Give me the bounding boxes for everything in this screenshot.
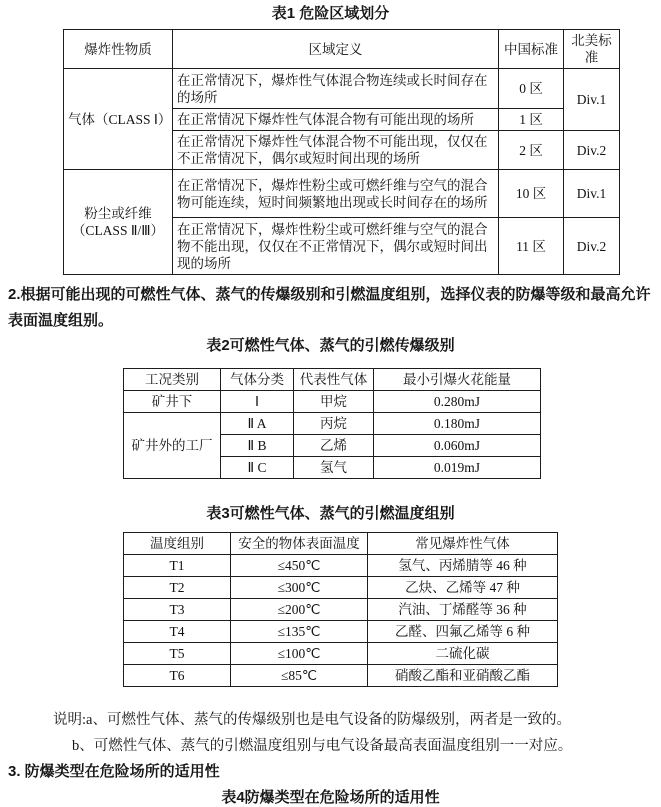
table2-cell-class: Ⅰ (221, 391, 294, 413)
table1-cell-na: Div.1 (564, 170, 620, 218)
table2-header-row (124, 369, 541, 391)
document-page (0, 5, 661, 806)
table2-cell-class: Ⅱ B (221, 435, 294, 457)
table1-cell-definition: 在正常情况下爆炸性气体混合物有可能出现的场所 (173, 109, 499, 131)
table3-cell-temp: ≤100℃ (231, 643, 368, 665)
table3-cell-gases: 乙炔、乙烯等 47 种 (368, 577, 558, 599)
table-row (124, 621, 558, 643)
table2-header-condition: 工况类别 (124, 369, 221, 391)
table-row (64, 170, 620, 218)
table2-cell-gas: 氢气 (294, 457, 374, 479)
table1-header-na-standard: 北美标准 (564, 30, 620, 69)
table3-cell-gases: 硝酸乙酯和亚硝酸乙酯 (368, 665, 558, 687)
table3-cell-group: T4 (124, 621, 231, 643)
table-row (124, 555, 558, 577)
table3-cell-group: T1 (124, 555, 231, 577)
table3-cell-gases: 氢气、丙烯腈等 46 种 (368, 555, 558, 577)
table1-cell-na: Div.2 (564, 218, 620, 275)
table3-header-safe-surface-temp: 安全的物体表面温度 (231, 533, 368, 555)
table2-group-mine: 矿井下 (124, 391, 221, 413)
table3-cell-temp: ≤135℃ (231, 621, 368, 643)
table2-header-representative-gas: 代表性气体 (294, 369, 374, 391)
table2-group-factory: 矿井外的工厂 (124, 413, 221, 479)
table2-cell-gas: 甲烷 (294, 391, 374, 413)
table2-cell-energy: 0.060mJ (374, 435, 541, 457)
table3-cell-group: T6 (124, 665, 231, 687)
table-row (124, 391, 541, 413)
table-row (124, 577, 558, 599)
table1-cell-definition: 在正常情况下爆炸性气体混合物不可能出现，仅仅在不正常情况下，偶尔或短时间出现的场所 (173, 131, 499, 170)
table1-header-row (64, 30, 620, 69)
table3-cell-gases: 汽油、丁烯醛等 36 种 (368, 599, 558, 621)
table3-cell-group: T3 (124, 599, 231, 621)
table2-cell-energy: 0.280mJ (374, 391, 541, 413)
note-b: b、可燃性气体、蒸气的引燃温度组别与电气设备最高表面温度组别一一对应。 (72, 738, 573, 754)
table-row (64, 69, 620, 109)
table2-ignition-explosion-class (123, 368, 541, 479)
table1-header-substance: 爆炸性物质 (64, 30, 173, 69)
table1-group-gas: 气体（CLASS Ⅰ） (64, 69, 173, 170)
table1-title: 表1 危险区域划分 (271, 5, 390, 22)
note-a: 说明:a、可燃性气体、蒸气的传爆级别也是电气设备的防爆级别，两者是一致的。 (53, 712, 571, 728)
section-3-heading: 3. 防爆类型在危险场所的适用性 (8, 763, 220, 780)
table-row (124, 599, 558, 621)
table1-header-china-standard: 中国标准 (499, 30, 564, 69)
table3-cell-temp: ≤300℃ (231, 577, 368, 599)
table3-cell-group: T5 (124, 643, 231, 665)
table1-cell-china: 1 区 (499, 109, 564, 131)
table1-header-definition: 区域定义 (173, 30, 499, 69)
table2-header-min-spark-energy: 最小引爆火花能量 (374, 369, 541, 391)
table3-title: 表3可燃性气体、蒸气的引燃温度组别 (206, 505, 455, 522)
table2-cell-gas: 丙烷 (294, 413, 374, 435)
table1-cell-definition: 在正常情况下，爆炸性粉尘或可燃纤维与空气的混合物不能出现，仅仅在不正常情况下，偶尔或短时间出现的场所 (173, 218, 499, 275)
table2-cell-energy: 0.019mJ (374, 457, 541, 479)
table-row (124, 413, 541, 435)
table2-header-gas-class: 气体分类 (221, 369, 294, 391)
table2-title: 表2可燃性气体、蒸气的引燃传爆级别 (206, 337, 455, 354)
table1-hazard-area-division (63, 29, 620, 275)
table3-cell-group: T2 (124, 577, 231, 599)
table-row (124, 665, 558, 687)
table3-cell-temp: ≤450℃ (231, 555, 368, 577)
table4-title: 表4防爆类型在危险场所的适用性 (221, 789, 440, 806)
table1-cell-china: 11 区 (499, 218, 564, 275)
table-row (124, 643, 558, 665)
table3-header-temp-group: 温度组别 (124, 533, 231, 555)
table1-cell-definition: 在正常情况下，爆炸性气体混合物连续或长时间存在的场所 (173, 69, 499, 109)
table1-cell-china: 0 区 (499, 69, 564, 109)
table1-cell-china: 10 区 (499, 170, 564, 218)
table3-header-common-gases: 常见爆炸性气体 (368, 533, 558, 555)
table3-cell-temp: ≤200℃ (231, 599, 368, 621)
table2-cell-class: Ⅱ A (221, 413, 294, 435)
table2-cell-energy: 0.180mJ (374, 413, 541, 435)
table2-cell-class: Ⅱ C (221, 457, 294, 479)
table3-cell-gases: 二硫化碳 (368, 643, 558, 665)
table3-cell-temp: ≤85℃ (231, 665, 368, 687)
paragraph-2: 2.根据可能出现的可燃性气体、蒸气的传爆级别和引燃温度组别，选择仪表的防爆等级和最高允许表面温度组别。 (8, 286, 651, 329)
table1-cell-definition: 在正常情况下，爆炸性粉尘或可燃纤维与空气的混合物可能连续，短时间频繁地出现或长时间存在的场所 (173, 170, 499, 218)
table2-cell-gas: 乙烯 (294, 435, 374, 457)
table1-cell-na: Div.2 (564, 131, 620, 170)
table1-cell-na: Div.1 (564, 69, 620, 131)
table3-ignition-temperature-group (123, 532, 558, 687)
table3-cell-gases: 乙醛、四氟乙烯等 6 种 (368, 621, 558, 643)
table3-header-row (124, 533, 558, 555)
table1-cell-china: 2 区 (499, 131, 564, 170)
table1-group-dust-fiber: 粉尘或纤维（CLASS Ⅱ/Ⅲ） (64, 170, 173, 275)
